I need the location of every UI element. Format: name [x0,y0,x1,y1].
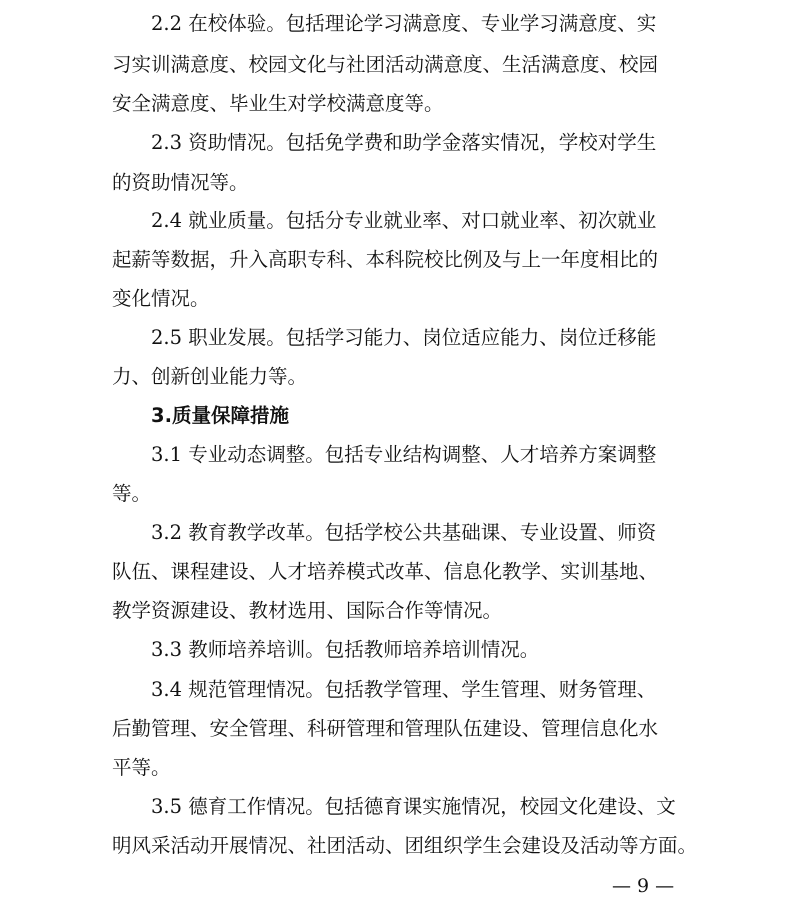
paragraph-2-5-line-2: 力、创新创业能力等。 [112,365,308,388]
paragraph-3-2-line-3: 教学资源建设、教材选用、国际合作等情况。 [112,599,503,622]
paragraph-2-2-line-1: 2.2 在校体验。包括理论学习满意度、专业学习满意度、实 [151,12,657,35]
paragraph-2-2-line-2: 习实训满意度、校园文化与社团活动满意度、生活满意度、校园 [112,53,659,76]
paragraph-3-1-line-2: 等。 [112,482,152,505]
paragraph-3-4-line-3: 平等。 [112,756,171,779]
paragraph-2-3-line-1: 2.3 资助情况。包括免学费和助学金落实情况，学校对学生 [151,131,657,154]
paragraph-2-2-line-3: 安全满意度、毕业生对学校满意度等。 [112,92,444,115]
paragraph-2-4-line-3: 变化情况。 [112,287,210,310]
paragraph-2-5-line-1: 2.5 职业发展。包括学习能力、岗位适应能力、岗位迁移能 [151,326,657,349]
paragraph-2-4-line-1: 2.4 就业质量。包括分专业就业率、对口就业率、初次就业 [151,209,657,232]
paragraph-3-4-line-1: 3.4 规范管理情况。包括教学管理、学生管理、财务管理、 [151,678,657,701]
section-heading-3: 3.质量保障措施 [151,404,289,427]
paragraph-3-5-line-2: 明风采活动开展情况、社团活动、团组织学生会建设及活动等方面。 [112,834,698,857]
paragraph-2-4-line-2: 起薪等数据，升入高职专科、本科院校比例及与上一年度相比的 [112,248,659,271]
paragraph-2-3-line-2: 的资助情况等。 [112,171,249,194]
paragraph-3-2-line-1: 3.2 教育教学改革。包括学校公共基础课、专业设置、师资 [151,521,657,544]
page-number: — 9 — [612,875,675,897]
paragraph-3-3-line-1: 3.3 教师培养培训。包括教师培养培训情况。 [151,638,540,661]
paragraph-3-1-line-1: 3.1 专业动态调整。包括专业结构调整、人才培养方案调整 [151,443,657,466]
paragraph-3-2-line-2: 队伍、课程建设、人才培养模式改革、信息化教学、实训基地、 [112,560,659,583]
paragraph-3-4-line-2: 后勤管理、安全管理、科研管理和管理队伍建设、管理信息化水 [112,717,659,740]
paragraph-3-5-line-1: 3.5 德育工作情况。包括德育课实施情况，校园文化建设、文 [151,795,676,818]
